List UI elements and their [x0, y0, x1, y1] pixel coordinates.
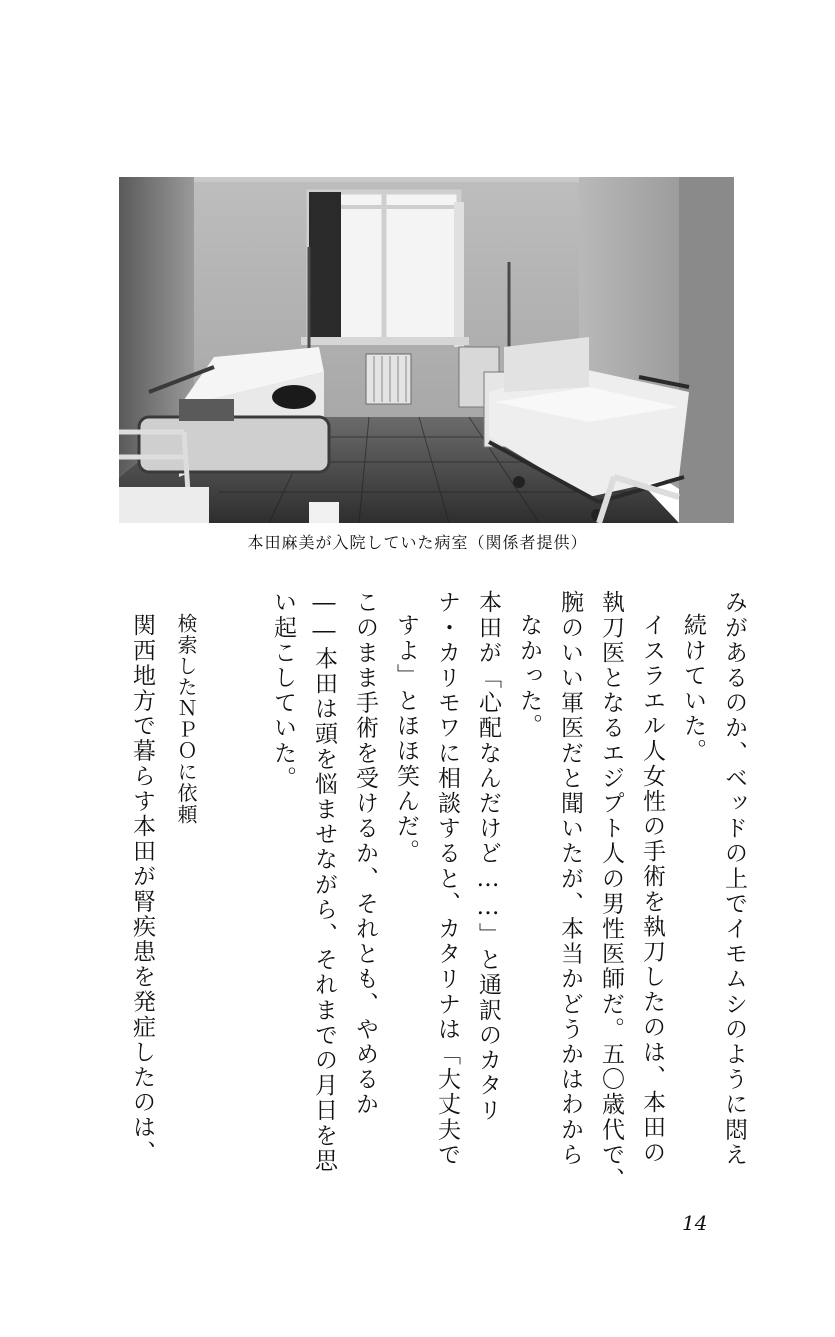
photo-caption: 本田麻美が入院していた病室（関係者提供） — [247, 533, 588, 552]
body-column-3: イスラエル人女性の手術を執刀したのは、本田の — [639, 613, 665, 1166]
body-column-2: 続けていた。 — [680, 613, 706, 764]
body-column-11: ――本田は頭を悩ませながら、それまでの月日を思 — [311, 590, 337, 1174]
body-column-12: い起こしていた。 — [270, 590, 296, 791]
section-subheading: 検索したＮＰＯに依頼 — [174, 613, 198, 825]
body-column-10: このまま手術を受けるか、それとも、やめるか — [352, 590, 378, 1118]
body-column-9: すよ」とほほ笑んだ。 — [393, 613, 419, 864]
body-column-6: なかった。 — [516, 613, 542, 739]
body-column-last: 関西地方で暮らす本田が腎疾患を発症したのは、 — [129, 613, 155, 1166]
body-column-5: 腕のいい軍医だと聞いたが、本当かどうかはわから — [557, 590, 583, 1168]
body-column-8: ナ・カリモワに相談すると、カタリナは「大丈夫で — [434, 590, 460, 1168]
body-column-7: 本田が「心配なんだけど……」と通訳のカタリ — [475, 590, 501, 1124]
hospital-room-photo — [119, 177, 734, 523]
page-number: 14 — [682, 1211, 708, 1235]
body-column-1: みがあるのか、ベッドの上でイモムシのように悶え — [721, 590, 747, 1168]
body-column-4: 執刀医となるエジプト人の男性医師だ。五〇歳代で、 — [598, 590, 624, 1193]
